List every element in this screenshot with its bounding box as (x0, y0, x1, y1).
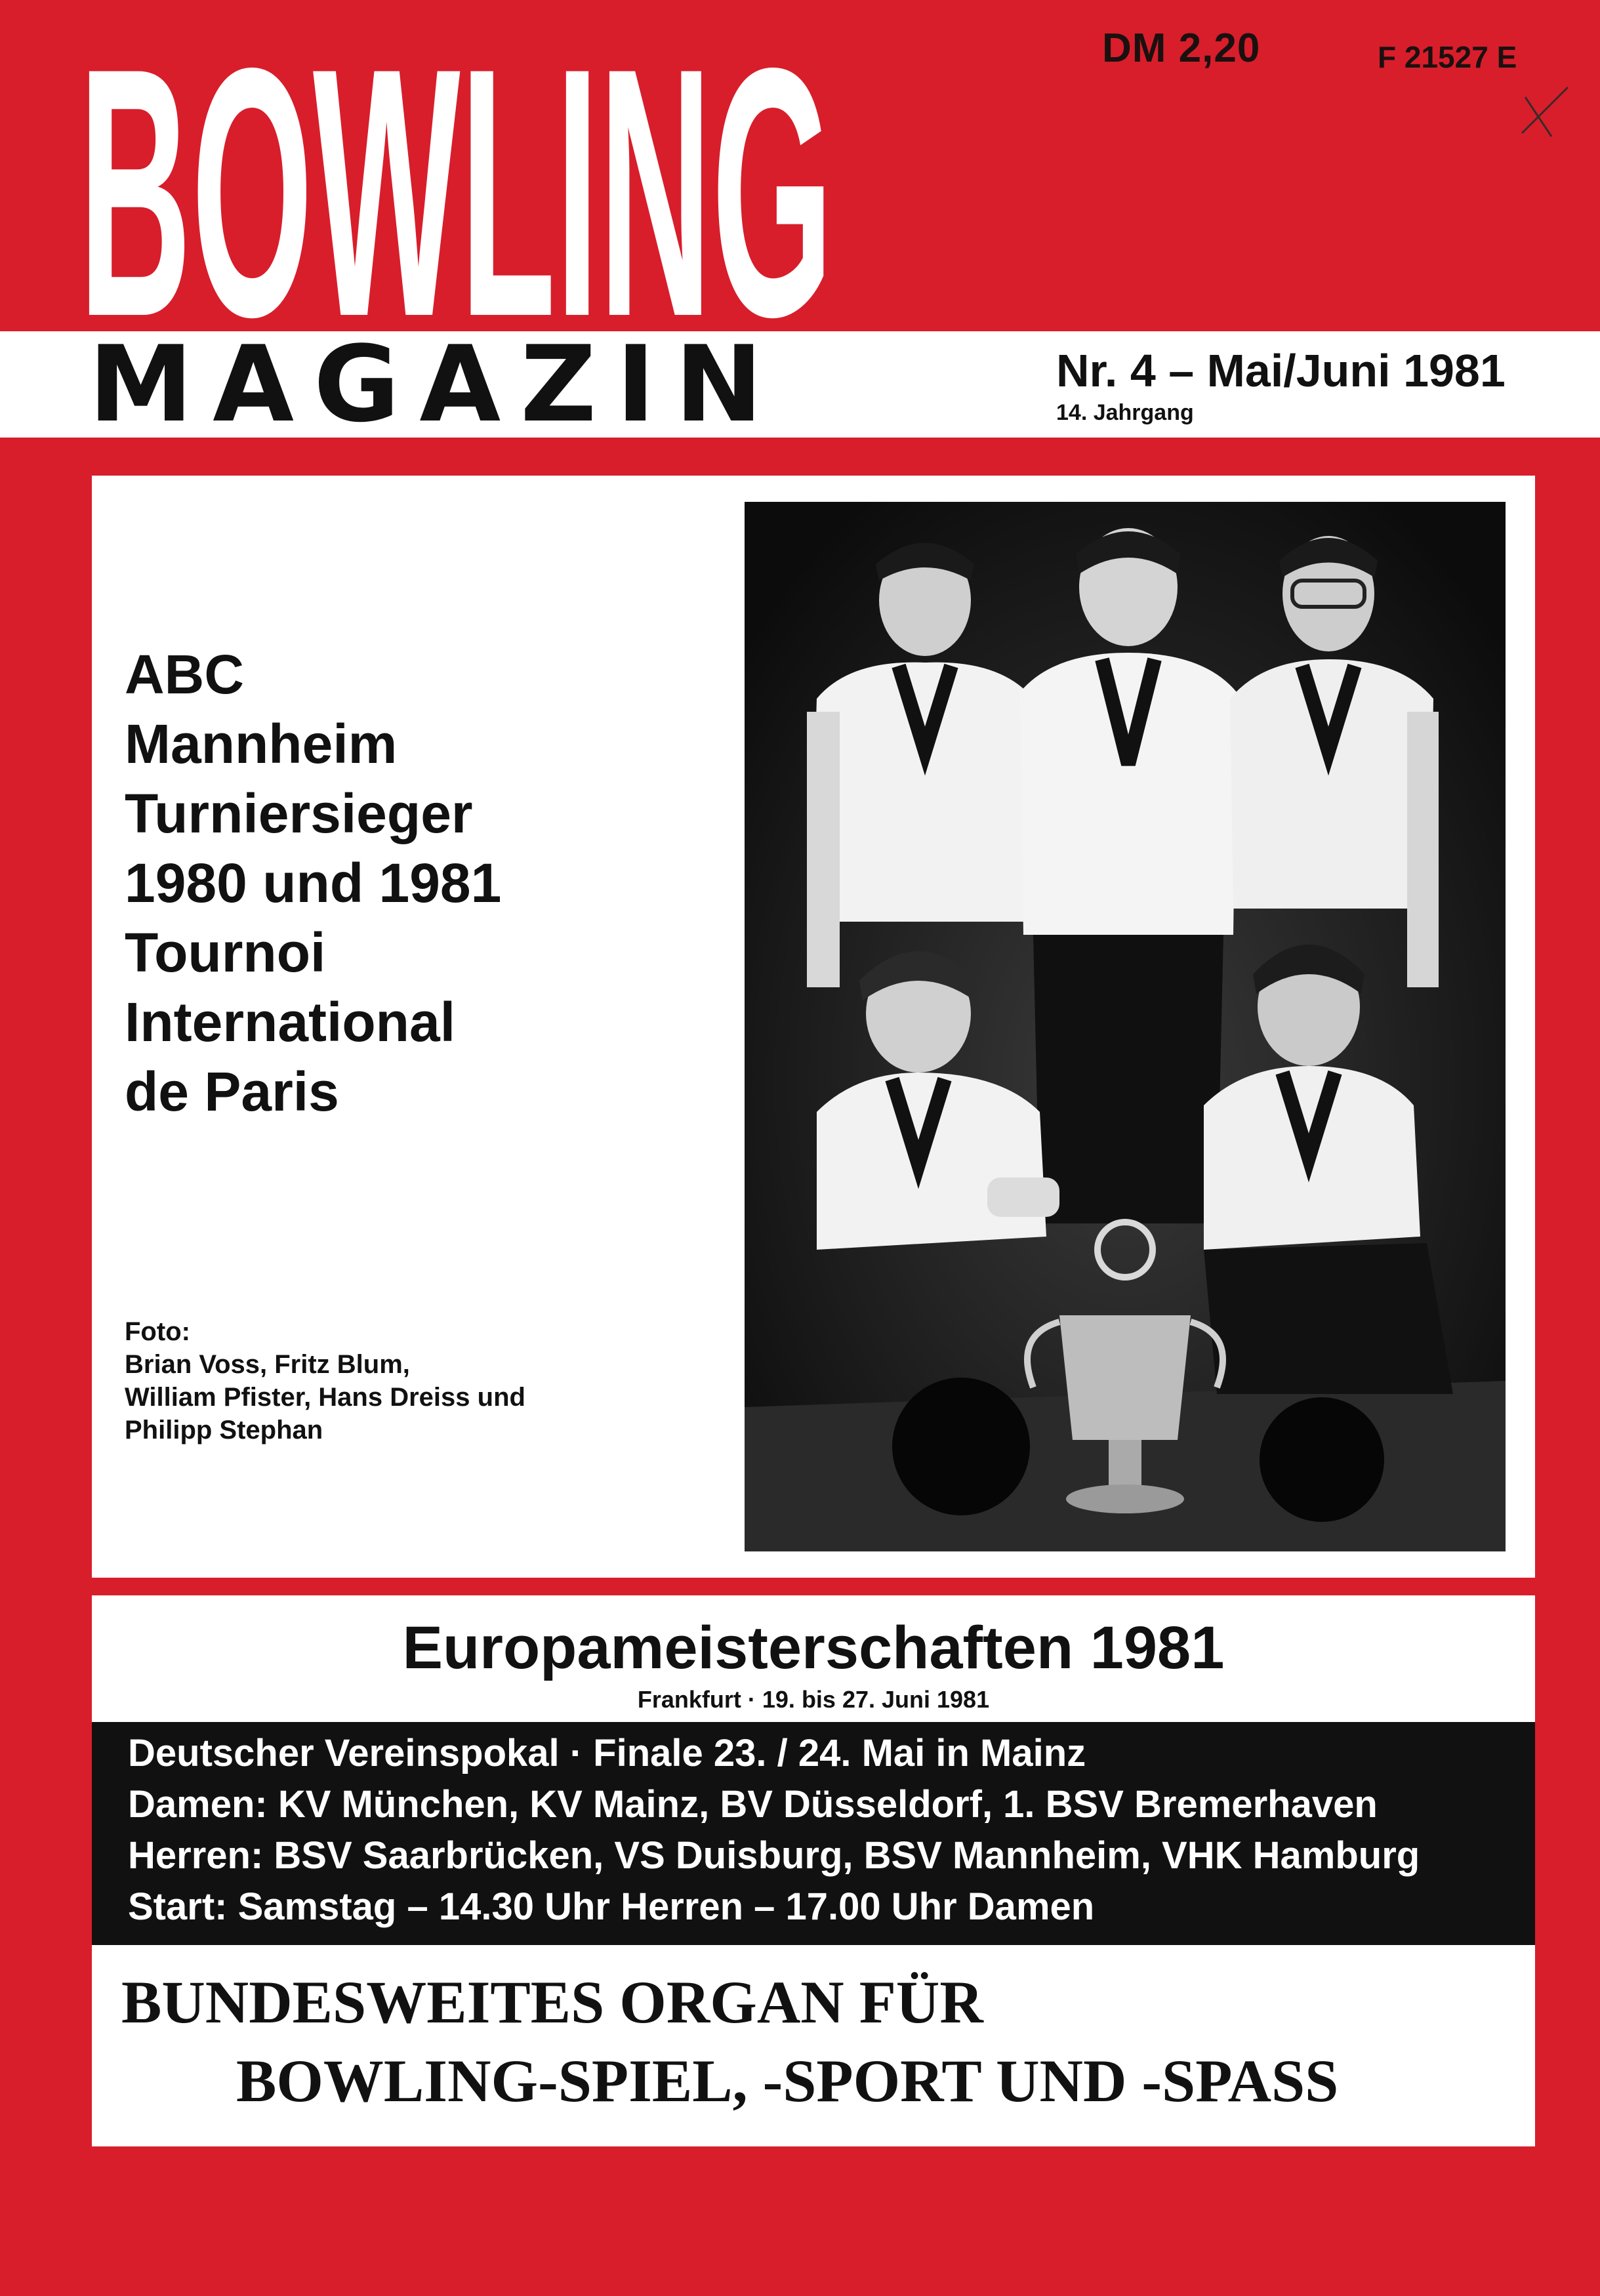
credit-line: William Pfister, Hans Dreiss und (125, 1383, 525, 1412)
event-panel (92, 1595, 1535, 2146)
headline-line: International (125, 991, 456, 1053)
issue-number: Nr. 4 – Mai/Juni 1981 (1056, 345, 1506, 396)
svg-text:BOWLING: BOWLING (79, 26, 833, 328)
photo-credit (125, 1315, 781, 1446)
tagline-line: BOWLING-SPIEL, -SPORT UND -SPASS (236, 2047, 1339, 2114)
event-details-box (92, 1722, 1535, 1945)
issn-code: F 21527 E (1378, 40, 1517, 74)
masthead-title (79, 26, 833, 328)
headline-line: ABC (125, 644, 244, 705)
headline-line: Turniersieger (125, 783, 473, 844)
pen-mark-icon (1515, 84, 1574, 143)
feature-panel (92, 476, 1535, 1578)
magazine-subtitle: MAGAZIN (89, 323, 783, 445)
headline-line: 1980 und 1981 (125, 852, 502, 914)
event-title: Europameisterschaften 1981 (402, 1614, 1225, 1681)
credit-line: Philipp Stephan (125, 1416, 323, 1445)
price: DM 2,20 (1102, 26, 1261, 71)
team-photo (745, 502, 1506, 1551)
event-detail-line: Herren: BSV Saarbrücken, VS Duisburg, BSV Mannheim, VHK Hamburg (128, 1834, 1420, 1877)
event-detail-line: Damen: KV München, KV Mainz, BV Düsseldorf, 1. BSV Bremerhaven (128, 1783, 1378, 1826)
headline-line: de Paris (125, 1061, 339, 1122)
volume-year: 14. Jahrgang (1056, 400, 1194, 425)
tagline-line: BUNDESWEITES ORGAN FÜR (121, 1969, 983, 2036)
event-subtitle: Frankfurt · 19. bis 27. Juni 1981 (637, 1686, 990, 1713)
event-detail-line: Deutscher Vereinspokal · Finale 23. / 24. Mai in Mainz (128, 1732, 1086, 1774)
bowling-ball (1260, 1397, 1384, 1522)
headline-line: Tournoi (125, 922, 326, 983)
feature-headline (125, 640, 781, 1126)
bowling-ball (892, 1378, 1030, 1515)
credit-line: Brian Voss, Fritz Blum, (125, 1350, 410, 1379)
credit-line: Foto: (125, 1317, 190, 1346)
headline-line: Mannheim (125, 713, 398, 775)
event-detail-line: Start: Samstag – 14.30 Uhr Herren – 17.00 Uhr Damen (128, 1885, 1095, 1928)
